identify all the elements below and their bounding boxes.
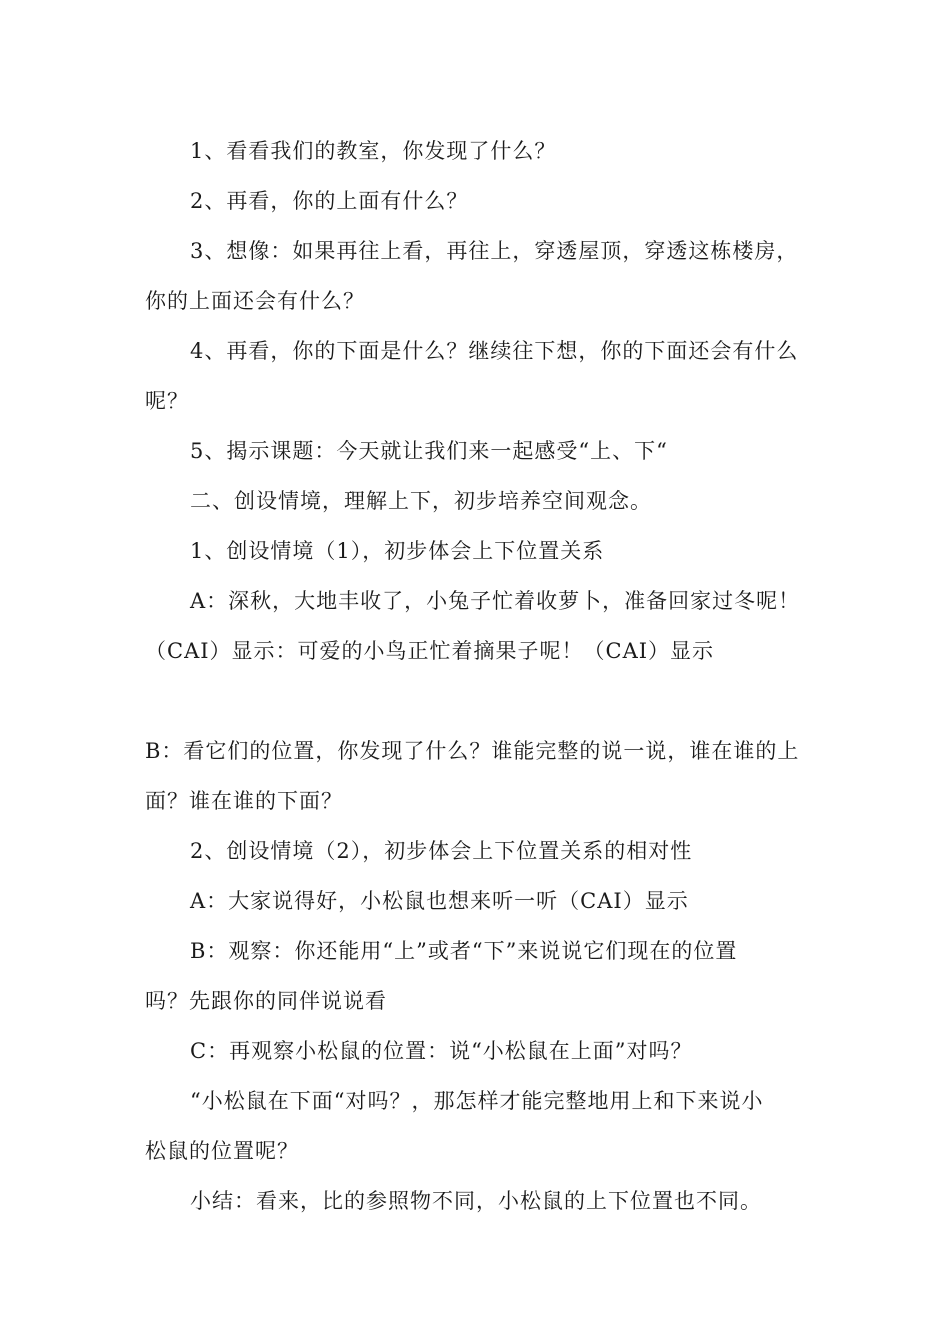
paragraph-line: 5、揭示课题：今天就让我们来一起感受“上、下“ (190, 439, 668, 463)
paragraph-line: C：再观察小松鼠的位置：说“小松鼠在上面”对吗？ (190, 1039, 693, 1063)
paragraph-line: A：深秋，大地丰收了，小兔子忙着收萝卜，准备回家过冬呢！ (190, 589, 801, 613)
paragraph-line: 呢？ (145, 389, 189, 413)
paragraph-line: 2、创设情境（2），初步体会上下位置关系的相对性 (190, 839, 693, 863)
paragraph-line: 你的上面还会有什么？ (145, 289, 365, 313)
paragraph-line: A：大家说得好，小松鼠也想来听一听（CAI）显示 (190, 889, 689, 913)
paragraph-line: 吗？先跟你的同伴说说看 (145, 989, 387, 1013)
paragraph-line: 2、再看，你的上面有什么？ (190, 189, 469, 213)
paragraph-line: 4、再看，你的下面是什么？继续往下想，你的下面还会有什么 (190, 339, 799, 363)
paragraph-line: “小松鼠在下面“对吗？，那怎样才能完整地用上和下来说小 (190, 1089, 764, 1113)
paragraph-line: 1、看看我们的教室，你发现了什么？ (190, 139, 557, 163)
paragraph-line: 松鼠的位置呢？ (145, 1139, 299, 1163)
paragraph-line: B：观察：你还能用“上”或者“下”来说说它们现在的位置 (190, 939, 738, 963)
section-heading: 二、创设情境，理解上下，初步培养空间观念。 (190, 489, 652, 513)
paragraph-line: （CAI）显示：可爱的小鸟正忙着摘果子呢！（CAI）显示 (145, 639, 715, 663)
paragraph-line: 面？谁在谁的下面？ (145, 789, 343, 813)
paragraph-line: 小结：看来，比的参照物不同，小松鼠的上下位置也不同。 (190, 1189, 762, 1213)
paragraph-line: B：看它们的位置，你发现了什么？谁能完整的说一说，谁在谁的上 (145, 739, 800, 763)
paragraph-line: 1、创设情境（1），初步体会上下位置关系 (190, 539, 605, 563)
paragraph-line: 3、想像：如果再往上看，再往上，穿透屋顶，穿透这栋楼房， (190, 239, 799, 263)
